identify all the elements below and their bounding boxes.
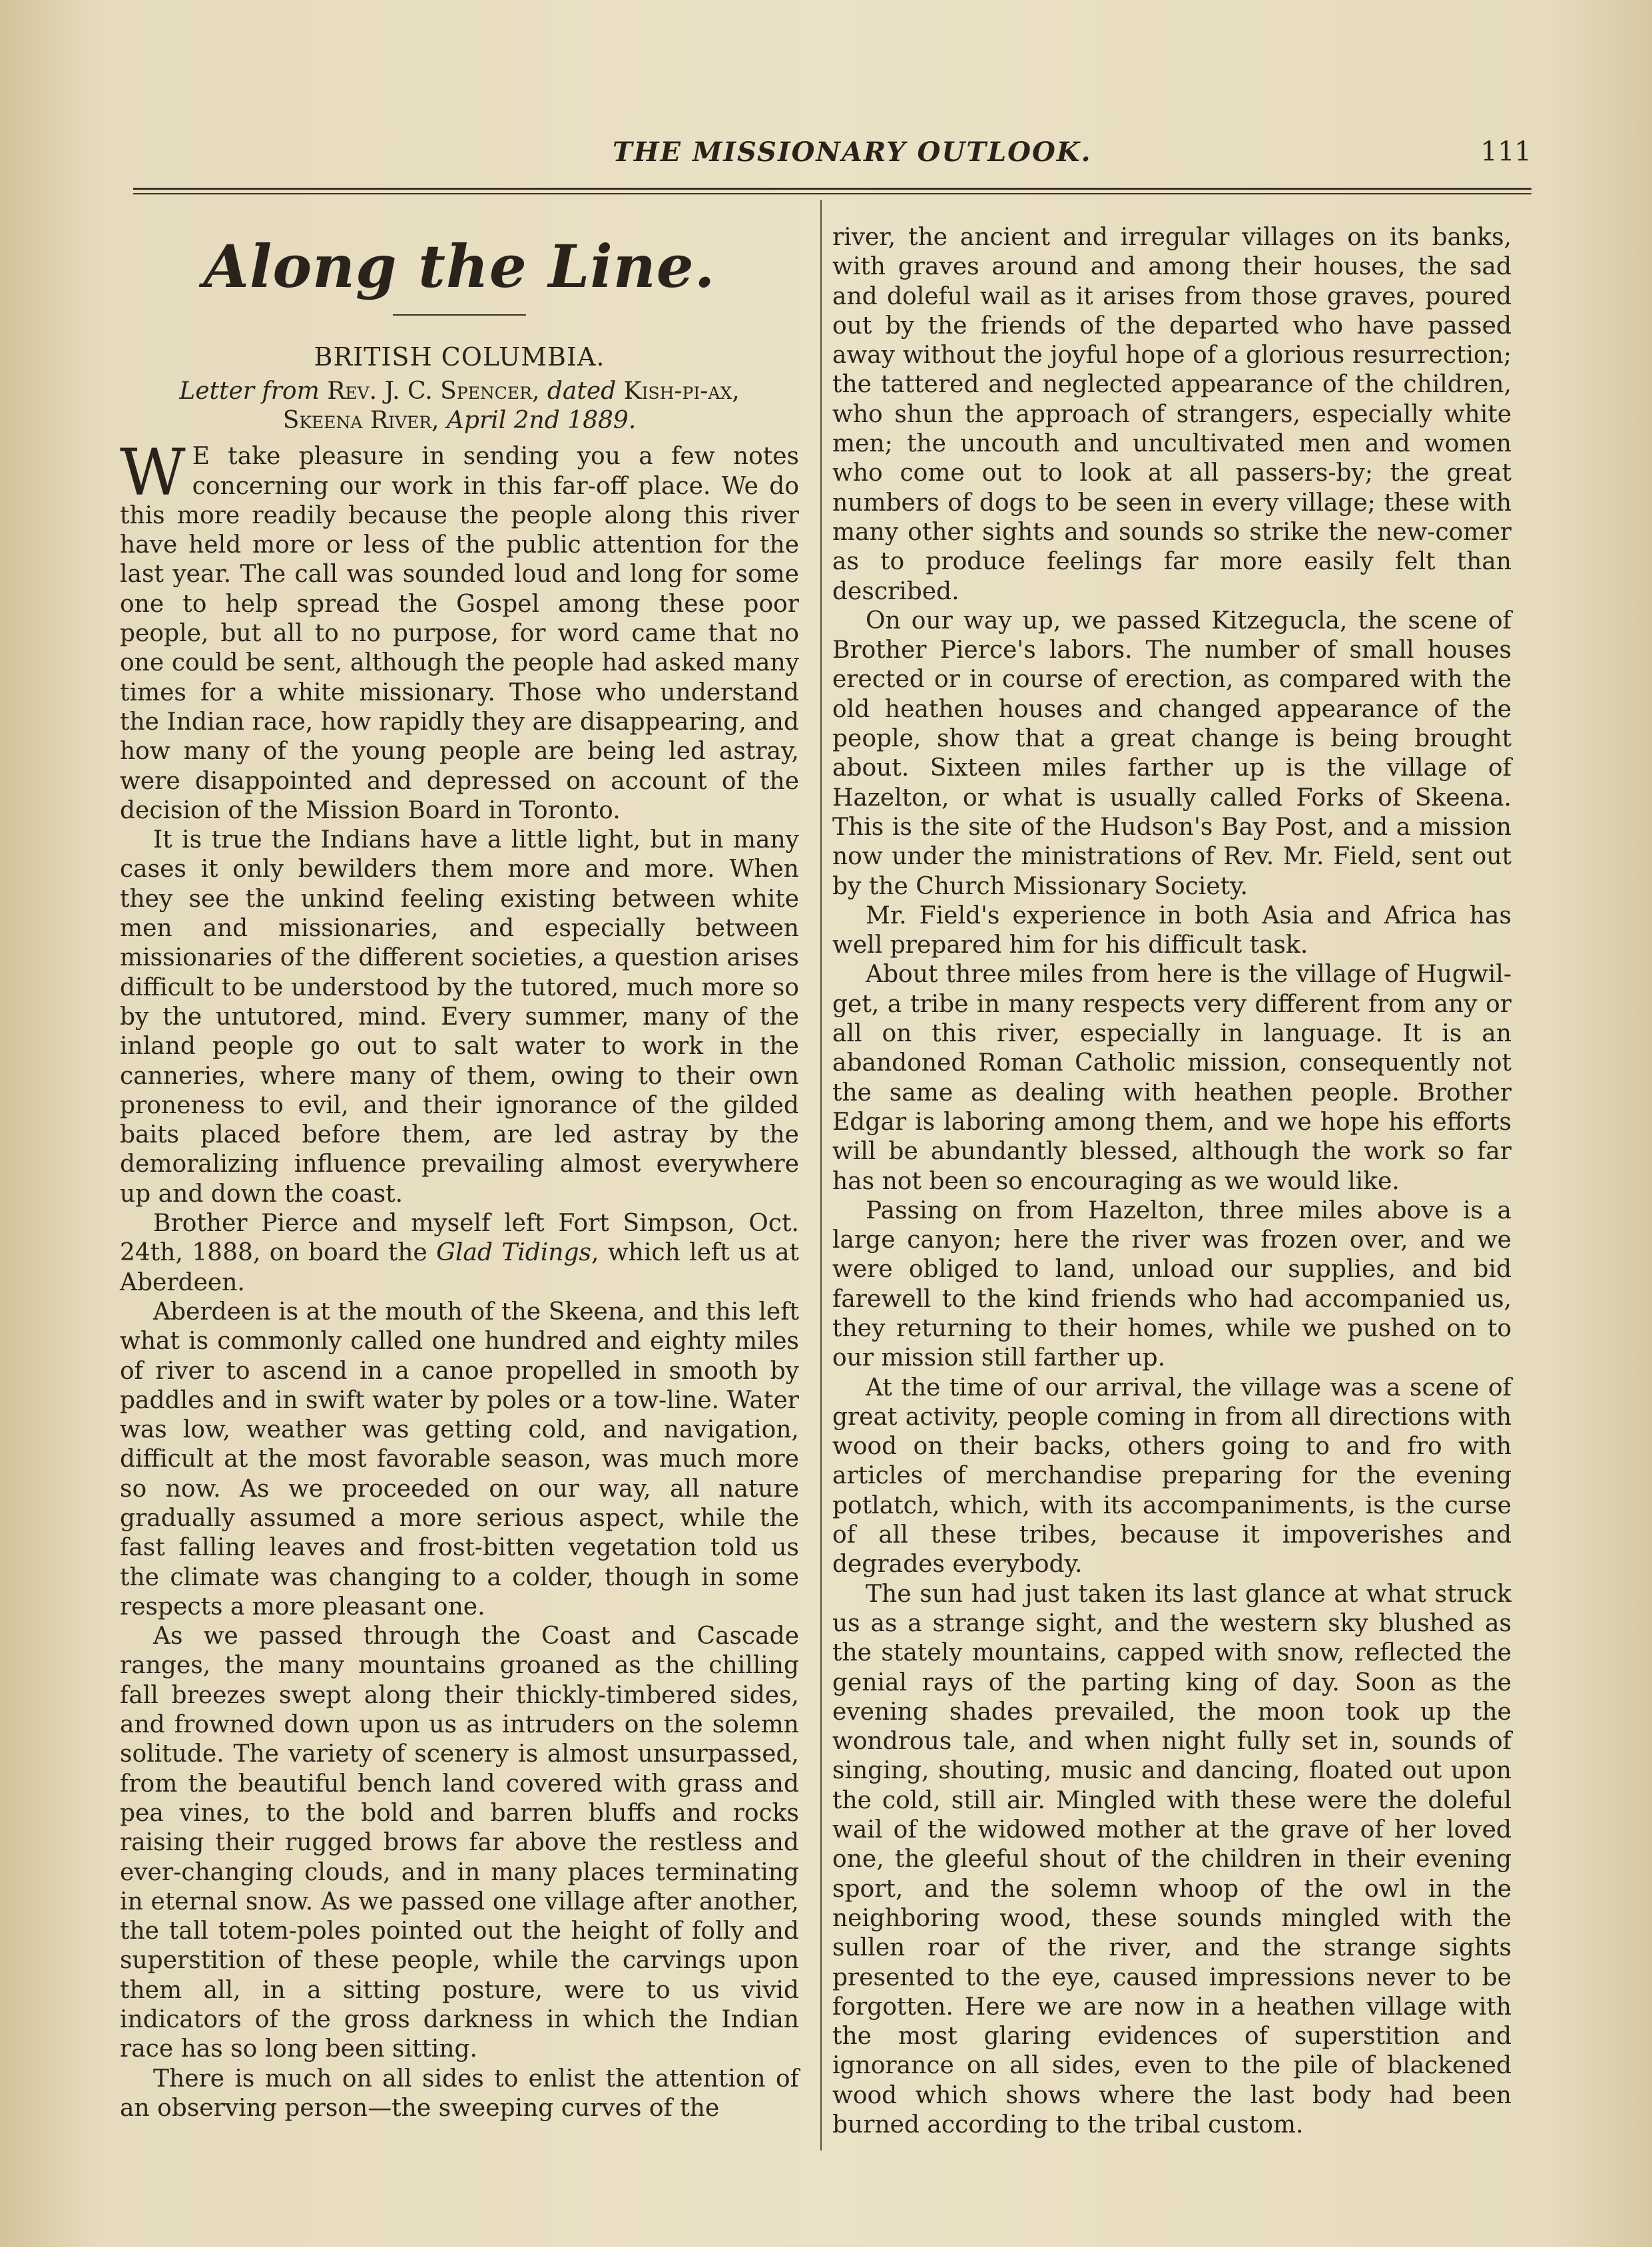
paragraph <box>120 435 799 826</box>
paragraph: As we passed through the Coast and Cascade ranges, the many mountains groaned as the chilling fall breezes swept along their thickly-timbered sides, and frowned down upon us as intruders on the solemn solitude. The variety of scenery is almost unsurpassed, from the beautiful bench land covered with grass and pea vines, to the bold and barren bluffs and rocks raising their rugged brows far above the restless and ever-changing clouds, and in many places terminating in eternal snow. As we passed one village after another, the tall totem-poles pointed out the height of folly and superstition of these people, while the carvings upon them all, in a sitting posture, were to us vivid indicators of the gross darkness in which the Indian race has so long been sitting. <box>120 1623 799 2063</box>
article-heading: Along the Line. <box>203 232 716 301</box>
ship-name: Glad Tidings <box>436 1239 592 1267</box>
page-number: 111 <box>1480 136 1531 167</box>
region-subhead: BRITISH COLUMBIA. <box>314 342 605 372</box>
paragraph: At the time of our arrival, the village was a scene of great activity, people coming in from all directions with wood on their backs, others going to and fro with articles of merchandise preparing for the evening potlatch, which, with its accompaniments, is the curse of all these tribes, because it impoverishes and degrades everybody. <box>832 1373 1512 1579</box>
byline-river: Skeena River, <box>282 407 439 435</box>
byline-author: Rev. J. C. Spencer, <box>327 377 540 405</box>
byline <box>120 377 799 435</box>
paragraph: There is much on all sides to enlist the attention of an observing person—the sweeping curves of the <box>120 2065 799 2122</box>
running-head <box>133 136 1531 176</box>
right-column <box>832 223 1512 2140</box>
paragraph: river, the ancient and irregular villages on its banks, with graves around and among their houses, the sad and doleful wail as it arises from those graves, poured out by the friends of the departed who have passed away without the joyful hope of a glorious resurrection; the tattered and neglected appearance of the children, who shun the approach of strangers, especially white men; the uncouth and uncultivated men and women who come out to look at all passers-by; the great numbers of dogs to be seen in every village; these with many other sights and sounds so strike the new-comer as to produce feelings far more easily felt than described. <box>832 224 1512 605</box>
byline-place: Kish-pi-ax, <box>623 377 740 405</box>
paragraph-text: Brother Pierce and myself left Fort Simpson, Oct. 24th, 1888, on board the <box>120 1210 799 1267</box>
paragraph: The sun had just taken its last glance at what struck us as a strange sight, and the western sky blushed as the stately mountains, capped with snow, reflected the genial rays of the parting king of day. Soon as the evening shades prevailed, the moon took up the wondrous tale, and when night fully set in, sounds of singing, shouting, music and dancing, floated out upon the cold, still air. Mingled with these were the doleful wail of the widowed mother at the grave of her loved one, the gleeful shout of the children in their evening sport, and the solemn whoop of the owl in the neighboring wood, these sounds mingled with the sullen roar of the river, and the strange sights presented to the eye, caused impressions never to be forgotten. Here we are now in a heathen village with the most glaring evidences of superstition and ignorance on all sides, even to the pile of blackened wood which shows where the last body had been burned according to the tribal custom. <box>832 1580 1512 2138</box>
magazine-title: THE MISSIONARY OUTLOOK. <box>613 136 1092 168</box>
drop-cap: W <box>120 435 186 511</box>
byline-dated: dated <box>547 377 617 405</box>
byline-date: April 2nd 1889. <box>446 407 637 435</box>
heading-rule <box>393 314 526 316</box>
header-rule <box>133 188 1531 194</box>
byline-letter-from: Letter from <box>179 377 320 405</box>
paragraph: Mr. Field's experience in both Asia and Africa has well prepared him for his difficult task. <box>832 901 1512 959</box>
paragraph: Aberdeen is at the mouth of the Skeena, and this left what is commonly called one hundred and eighty miles of river to ascend in a canoe propelled in smooth by paddles and in swift water by poles or a tow-line. Water was low, weather was getting cold, and navigation, difficult at the most favorable season, was much more so now. As we proceeded on our way, all nature gradually assumed a more serious aspect, while the fast falling leaves and frost-bitten vegetation told us the climate was changing to a colder, though in some respects a more pleasant one. <box>120 1298 799 1621</box>
paragraph: About three miles from here is the village of Hugwil-get, a tribe in many respects very different from any or all on this river, especially in language. It is an abandoned Roman Catholic mission, consequently not the same as dealing with heathen people. Brother Edgar is laboring among them, and we hope his efforts will be abundantly blessed, although the work so far has not been so encouraging as we would like. <box>832 961 1512 1195</box>
left-column <box>120 220 799 2123</box>
paragraph: It is true the Indians have a little light, but in many cases it only bewilders them more and more. When they see the unkind feeling existing between white men and missionaries, and especially between missionaries of the different societies, a question arises difficult to be understood by the tutored, much more so by the untutored, mind. Every summer, many of the inland people go out to salt water to work in the canneries, where many of them, owing to their own proneness to evil, and their ignorance of the gilded baits placed before them, are led astray by the demoralizing influence prevailing almost everywhere up and down the coast. <box>120 826 799 1208</box>
column-divider <box>820 200 822 2150</box>
paragraph-text: E take pleasure in sending you a few notes concerning our work in this far-off place. We do this more readily because the people along this river have held more or less of the public attention for the last year. The call was sounded loud and long for some one to help spread the Gospel among these poor people, but all to no purpose, for word came that no one could be sent, although the people had asked many times for a white missionary. Those who understand the Indian race, how rapidly they are disappearing, and how many of the young people are being led astray, were disappointed and depressed on account of the decision of the Mission Board in Toronto. <box>120 443 799 824</box>
paragraph: Passing on from Hazelton, three miles above is a large canyon; here the river was frozen over, and we were obliged to land, unload our supplies, and bid farewell to the kind friends who had accompanied us, they returning to their homes, while we pushed on to our mission still farther up. <box>832 1196 1512 1372</box>
paragraph-text: , which left us at Aberdeen. <box>120 1239 800 1296</box>
paragraph <box>120 1209 799 1298</box>
paragraph: On our way up, we passed Kitzegucla, the scene of Brother Pierce's labors. The number of small houses erected or in course of erection, as compared with the old heathen houses and changed appearance of the people, show that a great change is being brought about. Sixteen miles farther up is the village of Hazelton, or what is usually called Forks of Skeena. This is the site of the Hudson's Bay Post, and a mission now under the ministrations of Rev. Mr. Field, sent out by the Church Missionary Society. <box>832 607 1512 900</box>
